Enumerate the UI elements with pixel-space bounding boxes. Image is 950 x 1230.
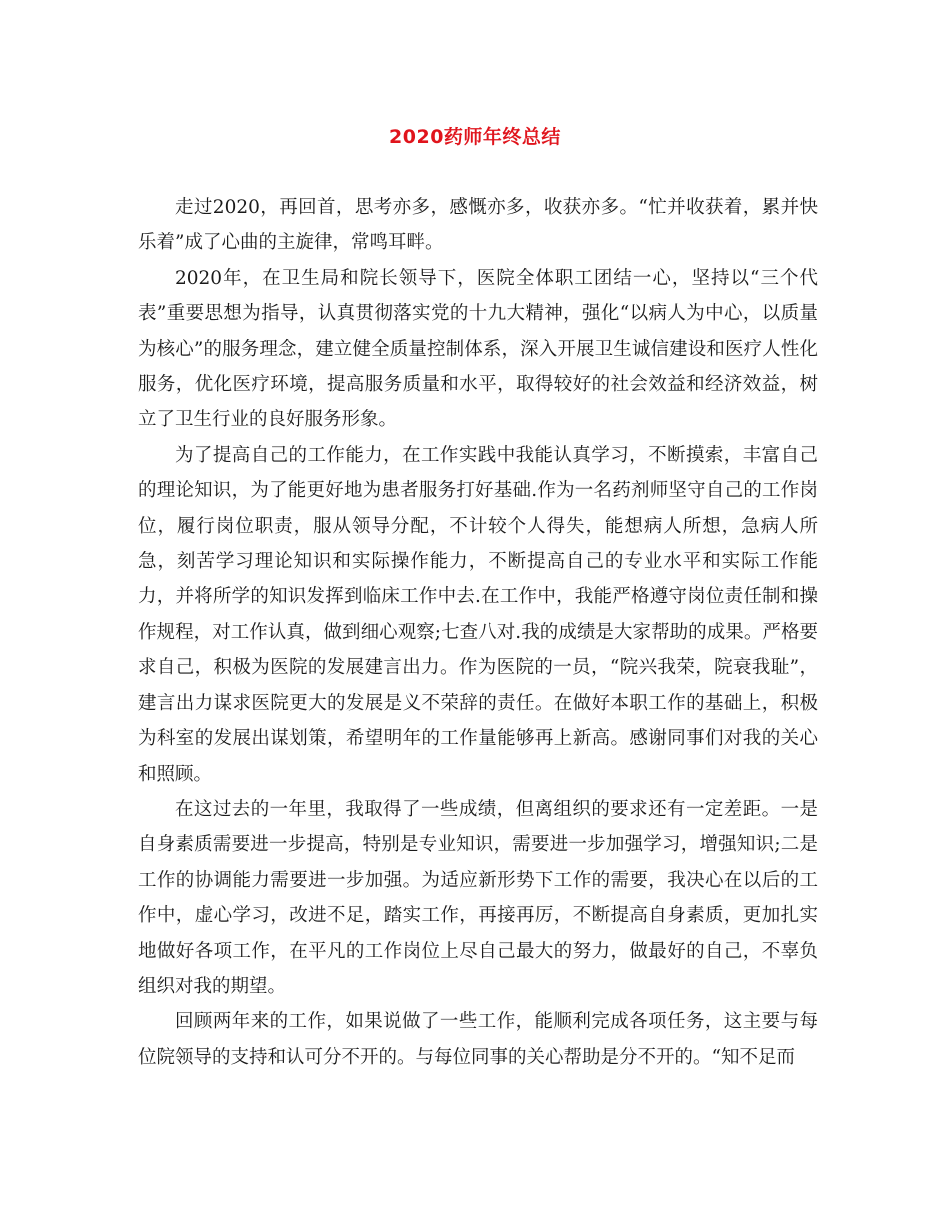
document-body <box>138 190 818 1075</box>
document-title: 2020药师年终总结 <box>389 126 561 148</box>
paragraph-2: 2020年，在卫生局和院长领导下，医院全体职工团结一心，坚持以“三个代表”重要思想为指导，认真贯彻落实党的十九大精神，强化“以病人为中心，以质量为核心”的服务理念，建立健全质量控制体系，深入开展卫生诚信建设和医疗人性化服务，优化医疗环境，提高服务质量和水平，取得较好的社会效益和经济效益，树立了卫生行业的良好服务形象。 <box>138 267 818 431</box>
paragraph-4: 在这过去的一年里，我取得了一些成绩，但离组织的要求还有一定差距。一是自身素质需要进一步提高，特别是专业知识，需要进一步加强学习，增强知识;二是工作的协调能力需要进一步加强。为适应新形势下工作的需要，我决心在以后的工作中，虚心学习，改进不足，踏实工作，再接再厉，不断提高自身素质，更加扎实地做好各项工作，在平凡的工作岗位上尽自己最大的努力，做最好的自己，不辜负组织对我的期望。 <box>138 798 818 997</box>
paragraph-3: 为了提高自己的工作能力，在工作实践中我能认真学习，不断摸索，丰富自己的理论知识，为了能更好地为患者服务打好基础.作为一名药剂师坚守自己的工作岗位，履行岗位职责，服从领导分配，不计较个人得失，能想病人所想，急病人所急，刻苦学习理论知识和实际操作能力，不断提高自己的专业水平和实际工作能力，并将所学的知识发挥到临床工作中去.在工作中，我能严格遵守岗位责任制和操作规程，对工作认真，做到细心观察;七查八对.我的成绩是大家帮助的成果。严格要求自己，积极为医院的发展建言出力。作为医院的一员，“院兴我荣，院衰我耻”，建言出力谋求医院更大的发展是义不荣辞的责任。在做好本职工作的基础上，积极为科室的发展出谋划策，希望明年的工作量能够再上新高。感谢同事们对我的关心和照顾。 <box>138 444 818 785</box>
paragraph-5: 回顾两年来的工作，如果说做了一些工作，能顺利完成各项任务，这主要与每位院领导的支持和认可分不开的。与每位同事的关心帮助是分不开的。“知不足而 <box>138 1011 818 1068</box>
paragraph-1: 走过2020，再回首，思考亦多，感慨亦多，收获亦多。“忙并收获着，累并快乐着”成了心曲的主旋律，常鸣耳畔。 <box>138 197 818 254</box>
